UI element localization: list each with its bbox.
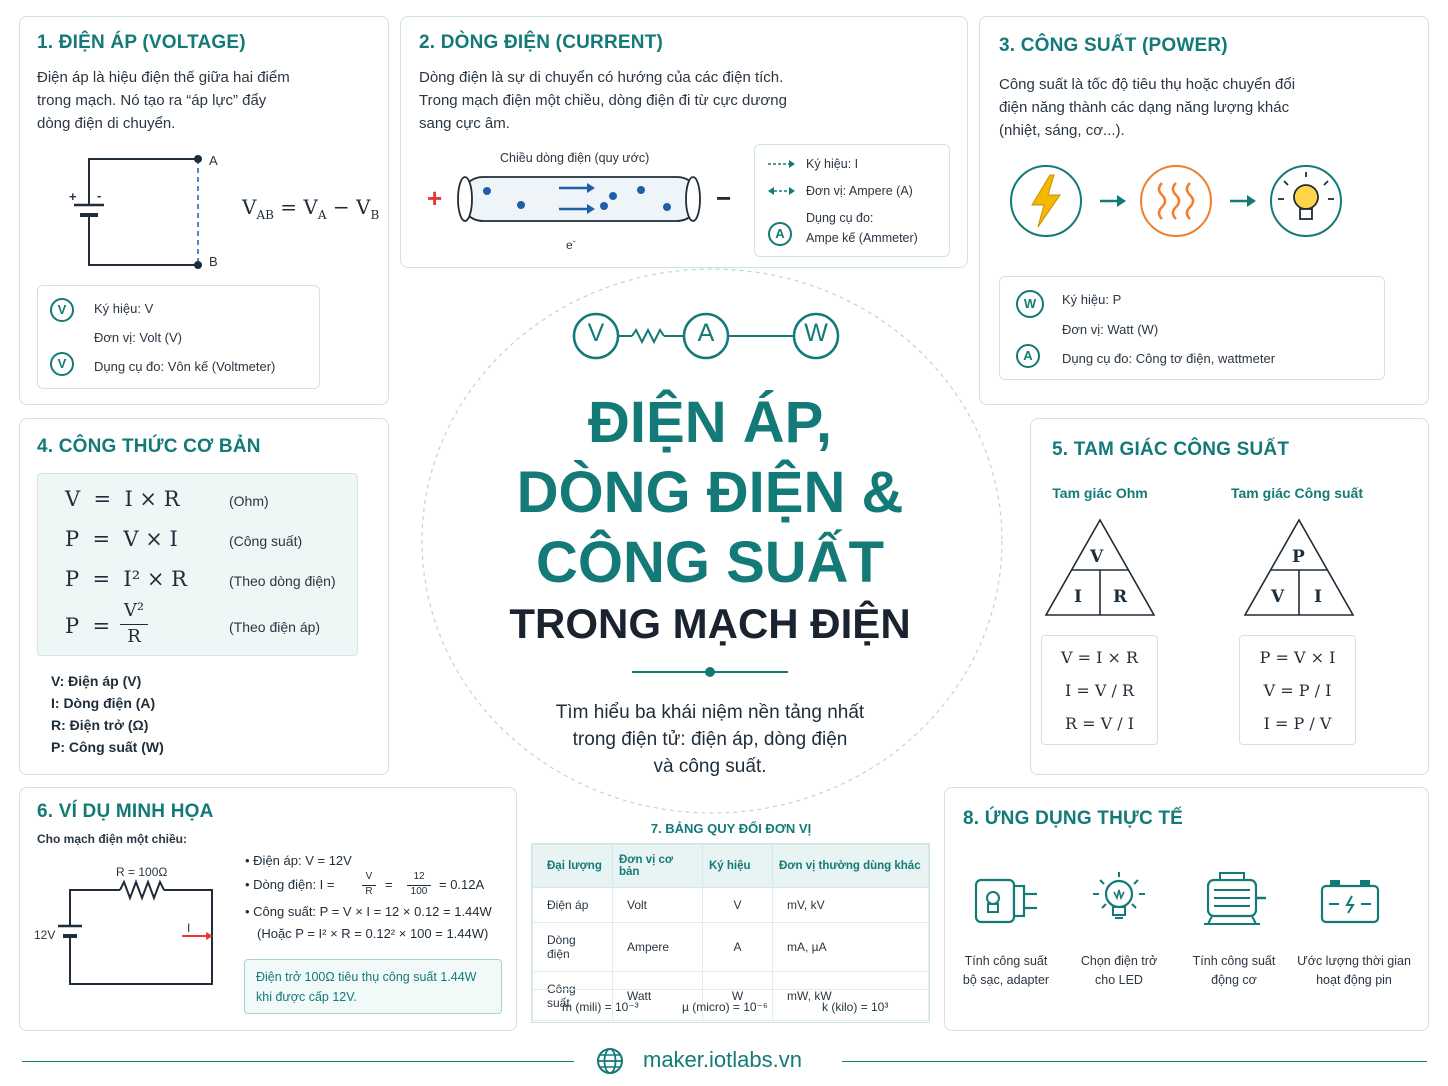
current-symbol: Ký hiệu: I <box>806 157 859 171</box>
table-row: Điện áp Volt V mV, kV <box>533 888 929 923</box>
center-icon-v: V <box>587 319 605 347</box>
formula-power-current: P = I² × R <box>65 567 187 591</box>
example-note: Điện trở 100Ω tiêu thụ công suất 1.44W khi được cấp 12V. <box>244 959 502 1014</box>
frac2-den: 100 <box>410 886 428 897</box>
prefix-mili: m (mili) = 10⁻³ <box>562 1000 639 1014</box>
example-current-label: I <box>187 921 191 935</box>
example-power-line: • Công suất: P = V × I = 12 × 0.12 = 1.44W <box>245 904 492 919</box>
ammeter-tool-icon: A <box>768 222 792 246</box>
formulas-card <box>19 418 389 775</box>
frac2-num: 12 <box>413 871 425 882</box>
ohm-triangle-right: R <box>1113 587 1128 607</box>
power-description: Công suất là tốc độ tiêu thụ hoặc chuyển đổi điện năng thành các dạng năng lượng khác (nhiệt, sáng, cơ...). <box>999 76 1296 139</box>
units-header-base: Đơn vị cơ bản <box>613 845 703 888</box>
point-a-label: A <box>209 153 218 168</box>
formula-power: P = V × I <box>65 527 178 551</box>
power-unit: Đơn vị: Watt (W) <box>1062 322 1159 337</box>
apps-title: 8. ỨNG DỤNG THỰC TẾ <box>963 808 1184 829</box>
voltage-tool: Dụng cụ đo: Vôn kế (Voltmeter) <box>94 359 276 374</box>
example-source-label: 12V <box>34 928 56 942</box>
apps-card <box>944 787 1429 1031</box>
power-symbol: Ký hiệu: P <box>1062 292 1122 307</box>
example-power-alt: (Hoặc P = I² × R = 0.12² × 100 = 1.44W) <box>257 926 489 941</box>
voltage-unit: Đơn vị: Volt (V) <box>94 330 182 345</box>
triangle-card <box>1030 418 1429 775</box>
power-triangle-right: I <box>1314 587 1322 607</box>
voltage-symbol: Ký hiệu: V <box>94 301 154 316</box>
power-triangle-label: Tam giác Công suất <box>1231 485 1363 501</box>
units-table-wrap <box>531 843 930 1023</box>
ohm-triangle-label: Tam giác Ohm <box>1052 485 1148 501</box>
current-tool-label: Dụng cụ đo: <box>806 211 874 225</box>
battery-minus-label: - <box>97 188 102 203</box>
ohm-triangle-top: V <box>1090 547 1104 567</box>
formulas-legend: V: Điện áp (V) I: Dòng điện (A) R: Điện trở (Ω) P: Công suất (W) <box>51 673 164 755</box>
formula-ohm-note: (Ohm) <box>229 493 269 509</box>
app-item-charger: Tính công suất bộ sạc, adapter <box>962 954 1050 987</box>
power-card <box>979 16 1429 405</box>
formulas-title: 4. CÔNG THỨC CƠ BẢN <box>37 436 261 457</box>
formula-power-current-note: (Theo dòng điện) <box>229 573 336 589</box>
example-resistor-label: R = 100Ω <box>116 865 168 879</box>
prefix-kilo: k (kilo) = 10³ <box>822 1000 889 1014</box>
voltage-formula: $V_{AB} = V_A - V_B$ <box>242 195 380 222</box>
current-symbol-arrow-icon <box>767 159 797 169</box>
example-circuit-diagram <box>48 878 228 990</box>
formula-fraction-denominator: R <box>127 626 141 647</box>
current-unit: Đơn vị: Ampere (A) <box>806 184 913 198</box>
led-bulb-icon <box>1090 870 1148 930</box>
table-row: Dòng điện Ampere A mA, µA <box>533 923 929 972</box>
battery-icon <box>1317 878 1383 926</box>
frac1-den: R <box>365 886 373 897</box>
center-icon-w: W <box>804 319 828 347</box>
power-triangle-top: P <box>1292 547 1305 567</box>
power-info-box <box>999 276 1385 380</box>
formulas-box <box>37 473 358 656</box>
app-item-motor: Tính công suất động cơ <box>1192 954 1276 987</box>
example-title: 6. VÍ DỤ MINH HỌA <box>37 801 214 822</box>
ohm-formulas-box: V = I × R I = V / R R = V / I <box>1041 635 1158 745</box>
main-subtitle: TRONG MẠCH ĐIỆN <box>509 600 911 647</box>
current-description: Dòng điện là sự di chuyển có hướng của các điện tích. Trong mạch điện một chiều, dòng điện đi từ cực dương sang cực âm. <box>419 69 787 132</box>
units-header-symbol: Ký hiệu <box>703 845 773 888</box>
example-voltage-line: • Điện áp: V = 12V <box>245 853 352 868</box>
current-info-box <box>754 144 950 257</box>
formula-power-voltage: P = <box>65 614 111 638</box>
app-item-battery: Ước lượng thời gian hoạt động pin <box>1297 954 1411 987</box>
prefix-micro: µ (micro) = 10⁻⁶ <box>682 1000 768 1014</box>
motor-icon <box>1200 870 1270 928</box>
voltage-card <box>19 16 389 405</box>
wire-minus-sign: − <box>716 183 732 213</box>
wattmeter-symbol-icon: W <box>1016 290 1044 318</box>
table-row: Công suất Watt W mW, kW <box>533 972 929 1021</box>
voltage-title: 1. ĐIỆN ÁP (VOLTAGE) <box>37 32 246 53</box>
formula-fraction-bar <box>120 624 148 625</box>
triangle-title: 5. TAM GIÁC CÔNG SUẤT <box>1052 439 1290 460</box>
units-header-other: Đơn vị thường dùng khác <box>773 845 929 888</box>
ohm-triangle-diagram <box>1043 517 1157 619</box>
power-tool-icon: A <box>1016 344 1040 368</box>
power-tool: Dụng cụ đo: Công tơ điện, wattmeter <box>1062 351 1276 366</box>
formula-ohm: V = I × R <box>65 487 180 511</box>
ohm-triangle-left: I <box>1074 587 1082 607</box>
current-wire-diagram <box>451 172 711 232</box>
units-prefixes <box>532 989 929 1023</box>
main-title: ĐIỆN ÁP, DÒNG ĐIỆN & CÔNG SUẤT <box>516 390 904 595</box>
battery-plus-label: + <box>69 189 77 204</box>
footer-line-left <box>22 1061 574 1062</box>
charger-plug-icon <box>973 876 1045 928</box>
example-card <box>19 787 517 1031</box>
voltage-description: Điện áp là hiệu điện thế giữa hai điểm trong mạch. Nó tạo ra “áp lực” đẩy dòng điện di chuyển. <box>37 69 290 132</box>
power-triangle-left: V <box>1271 587 1285 607</box>
wire-caption: Chiều dòng điện (quy ước) <box>500 151 650 165</box>
center-description: Tìm hiểu ba khái niệm nền tảng nhất trong điện tử: điện áp, dòng điện và công suất. <box>555 702 865 777</box>
formula-fraction-numerator: V² <box>123 600 145 621</box>
globe-icon <box>595 1046 625 1076</box>
voltmeter-tool-icon: V <box>50 352 74 376</box>
example-intro: Cho mạch điện một chiều: <box>37 832 188 846</box>
power-title: 3. CÔNG SUẤT (POWER) <box>999 35 1228 56</box>
app-item-led: Chọn điện trở cho LED <box>1080 954 1158 987</box>
current-card <box>400 16 968 268</box>
voltage-circuit-diagram <box>60 145 230 275</box>
units-title: 7. BẢNG QUY ĐỔI ĐƠN VỊ <box>650 821 812 836</box>
current-unit-arrow-icon <box>767 186 797 196</box>
power-triangle-diagram <box>1242 517 1356 619</box>
current-eq-sign: = <box>385 877 393 892</box>
point-b-label: B <box>209 254 218 269</box>
footer-line-right <box>842 1061 1427 1062</box>
current-tool: Ampe kế (Ammeter) <box>806 231 918 245</box>
energy-conversion-diagram <box>1008 163 1348 243</box>
example-current-line: • Dòng điện: I = <box>245 877 335 892</box>
center-icon-a: A <box>697 319 715 347</box>
voltmeter-symbol-icon: V <box>50 298 74 322</box>
power-formulas-box: P = V × I V = P / I I = P / V <box>1239 635 1356 745</box>
voltage-info-box <box>37 285 320 389</box>
formula-power-note: (Công suất) <box>229 533 303 549</box>
current-title: 2. DÒNG ĐIỆN (CURRENT) <box>419 32 664 53</box>
current-result: = 0.12A <box>439 877 485 892</box>
footer-site-link[interactable]: maker.iotlabs.vn <box>643 1047 802 1072</box>
units-header-quantity: Đại lượng <box>533 845 613 888</box>
formula-power-voltage-note: (Theo điện áp) <box>229 619 321 635</box>
wire-plus-sign: + <box>427 183 443 213</box>
electron-label: e- <box>566 236 576 252</box>
title-divider <box>630 665 790 679</box>
frac1-num: V <box>365 871 373 882</box>
